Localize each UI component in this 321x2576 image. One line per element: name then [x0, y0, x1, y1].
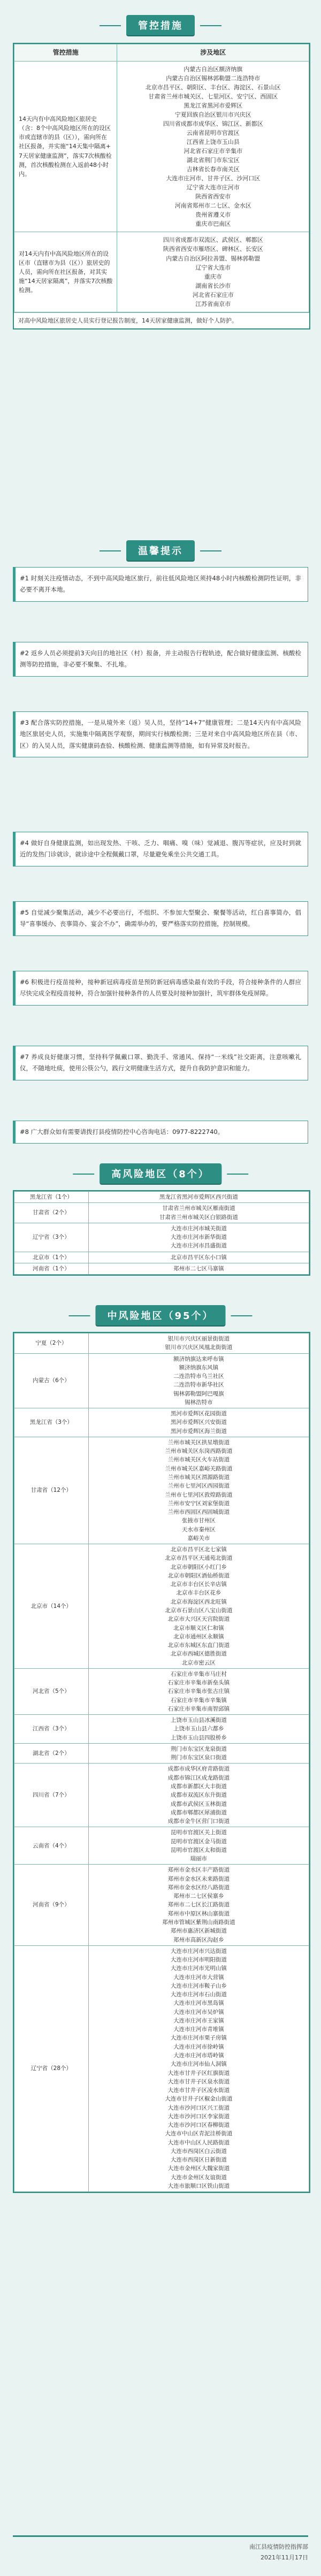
risk-area: 北京市海淀区西北旺镇	[170, 1598, 227, 1605]
risk-area: 额济纳旗东风镇	[179, 1364, 219, 1371]
control-area: 黑龙江省黑河市爱辉区	[184, 102, 243, 109]
risk-province: 黑龙江省（1个）	[14, 1192, 89, 1203]
control-area: 湖北省荆门市东宝区	[186, 157, 240, 164]
risk-province: 河南省（9个）	[14, 1865, 89, 1945]
risk-area: 大连市庄河市昌盛街道	[170, 1243, 227, 1249]
risk-area: 锡林郭勒盟阿巴嘎旗	[173, 1390, 224, 1397]
risk-row	[14, 1544, 309, 1669]
risk-area: 大连市庄河市大营镇	[173, 1974, 224, 1981]
risk-area: 石家庄市辛集市张古庄镇	[167, 1688, 230, 1695]
control-area: 吉林省长春市南关区	[186, 166, 240, 173]
footer-org: 南江县疫情防控指挥部	[249, 2543, 308, 2550]
risk-row	[14, 1743, 309, 1764]
control-area: 河北省石家庄市辛集市	[184, 148, 243, 155]
risk-area: 北京市昌平区东小口镇	[170, 1254, 227, 1261]
risk-area: 大连市沙河口区春柳街道	[167, 2122, 230, 2129]
risk-area: 大连市中山区人民路街道	[167, 2139, 230, 2146]
risk-area: 张掖市甘州区	[181, 1517, 216, 1524]
tip-item: #5 自觉减少聚集活动，减少不必要出行，不组织、不参加大型聚会、聚餐等活动，红白喜事简办，倡导“喜事缓办、丧事简办、宴会不办”，确需举办的，要严格落实防控措施，控制规模。	[13, 901, 308, 936]
risk-province: 辽宁省（28个）	[14, 1945, 89, 2191]
control-area: 内蒙古自治区额济纳旗	[184, 65, 243, 73]
tip-item: #1 时刻关注疫情动态，不到中高风险地区旅行，前往低风险地区须持48小时内核酸检测阴性证明，非必要不离开本地。	[13, 567, 308, 602]
risk-area: 大连市西岗区日新街道	[170, 2157, 227, 2164]
control-header-measure: 管控措施	[14, 44, 117, 62]
risk-area: 上饶市玉山县四股桥乡	[170, 1734, 227, 1741]
risk-province: 甘肃省（12个）	[14, 1437, 89, 1544]
risk-area: 额济纳旗达来呼布镇	[173, 1355, 224, 1362]
risk-area: 兰州市七里河区西园街道	[167, 1483, 230, 1490]
risk-row	[14, 1252, 309, 1263]
risk-area: 大连市庄河市城关街道	[170, 1225, 227, 1232]
risk-areas	[88, 1408, 309, 1437]
risk-area: 瑞丽市	[190, 1856, 208, 1862]
control-area: 河南省郑州市二七区、金水区	[174, 202, 251, 210]
risk-area: 大连市金州区大魏家街道	[167, 2165, 230, 2172]
risk-area: 北京市朝阳区酒仙桥街道	[167, 1572, 230, 1579]
risk-area: 郑州市中原区林山寨街道	[167, 1910, 230, 1917]
risk-area: 黑河市爱辉区海兰街道	[170, 1428, 227, 1435]
risk-area: 昆明市官渡区关上街道	[170, 1829, 227, 1836]
risk-province: 宁夏（2个）	[14, 1333, 89, 1354]
risk-area: 郑州市金水区经八路街道	[167, 1884, 230, 1891]
risk-row	[14, 1408, 309, 1437]
risk-area: 银川市兴庆区丽景街街道	[167, 1336, 230, 1342]
risk-area: 北京市西城区德胜街道	[170, 1651, 227, 1658]
risk-area: 荆门市东宝区龙泉街道	[170, 1745, 227, 1752]
risk-area: 成都市武侯区玉林街道	[170, 1800, 227, 1807]
risk-province: 河南省（1个）	[14, 1263, 89, 1274]
risk-area: 石家庄市辛集市南智邱镇	[167, 1705, 230, 1712]
risk-area: 黑龙江省黑河市爱辉区西兴街道	[159, 1194, 238, 1200]
risk-area: 北京市石景山区八宝山街道	[165, 1607, 233, 1614]
risk-area: 黑河市爱辉区花园街道	[170, 1410, 227, 1417]
tip-item: #6 积极进行疫苗接种，接种新冠病毒疫苗是预防新冠病毒感染最有效的手段，符合接种条件的人群应尽快完成全程疫苗接种，符合加强针接种条件的人员要及时接种加强针，筑牢群体免疫屏障。	[13, 971, 308, 1006]
risk-area: 大连市庄河市栗子房镇	[170, 2035, 227, 2042]
risk-area: 大连市庄河市兴达街道	[170, 1948, 227, 1954]
risk-area: 大连市庄河市王家镇	[173, 2017, 224, 2024]
risk-row	[14, 1764, 309, 1827]
risk-areas	[88, 1203, 309, 1223]
control-area: 河北省石家庄市	[192, 291, 234, 298]
risk-area: 大连市甘井子区椒金山街道	[165, 2096, 233, 2103]
risk-area: 郑州市管城区紫荆山南路街道	[162, 1919, 235, 1926]
risk-area: 兰州市城关区火车站街道	[167, 1456, 230, 1463]
footer-date: 2021年11月17日	[261, 2554, 308, 2561]
control-area: 内蒙古自治区阿拉善盟、锡林郭勒盟	[166, 255, 261, 262]
control-area: 四川省成都市双流区、武侯区、郫都区	[163, 236, 263, 244]
risk-area: 石家庄市辛集市辛集镇	[170, 1697, 227, 1704]
control-note: 对高中风险地区旅居史人员实行登记报告制度，14天居家健康监测，做好个人防护。	[14, 312, 309, 329]
risk-areas	[88, 1827, 309, 1865]
control-measures-table	[13, 43, 310, 329]
risk-area: 郑州市二七区长江路街道	[167, 1902, 230, 1908]
control-area: 重庆市	[204, 273, 222, 280]
risk-areas	[88, 1865, 309, 1945]
risk-area: 大连市庄河市石山街道	[170, 1991, 227, 1998]
risk-areas	[88, 1252, 309, 1263]
risk-area: 兰州市城关区东岗西路街道	[165, 1448, 233, 1455]
control-area: 辽宁省大连市	[195, 264, 231, 271]
risk-area: 兰州市城关区嘉峪关路街道	[165, 1465, 233, 1472]
risk-area: 北京市昌平区北七家镇	[170, 1546, 227, 1553]
risk-area: 北京市密云区	[181, 1659, 216, 1666]
risk-area: 大连市金州区友谊街道	[170, 2174, 227, 2181]
risk-area: 二连浩特市乌兰社区	[173, 1373, 224, 1380]
risk-area: 北京市丰台区长辛店镇	[170, 1581, 227, 1588]
risk-area: 大连市庄河市仙人洞镇	[170, 2061, 227, 2068]
risk-area: 石家庄市辛集市新垒头镇	[167, 1680, 230, 1686]
risk-area: 兰州市七里河区敦煌路街道	[165, 1491, 233, 1498]
tip-item: #7 养成良好健康习惯，坚持科学佩戴口罩、勤洗手、常通风、保持“一米线”社交距离，注意咳嗽礼仪，不随地吐痰，使用公筷公勺，践行文明健康生活方式，提升自我防护意识和能力。	[13, 1046, 308, 1080]
control-areas-cell	[117, 232, 309, 312]
risk-areas	[88, 1668, 309, 1714]
risk-area: 郑州市二七区马寨镇	[173, 1265, 224, 1272]
control-area: 内蒙古自治区锡林郭勒盟二连浩特市	[166, 74, 261, 82]
risk-province: 内蒙古（6个）	[14, 1353, 89, 1408]
risk-area: 大连市庄河市黑岛镇	[173, 2000, 224, 2007]
risk-row	[14, 1437, 309, 1544]
risk-row	[14, 1668, 309, 1714]
risk-area: 大连市庄河市塔岭镇	[173, 2052, 224, 2059]
risk-area: 北京市朝阳区小红门乡	[170, 1563, 227, 1570]
risk-areas	[88, 1263, 309, 1274]
risk-areas	[88, 1715, 309, 1744]
risk-province: 云南省（4个）	[14, 1827, 89, 1865]
risk-province: 四川省（7个）	[14, 1764, 89, 1827]
risk-area: 成都市双流区东升街道	[170, 1792, 227, 1799]
risk-areas	[88, 1437, 309, 1544]
risk-area: 北京市昌平区天通苑北街道	[165, 1555, 233, 1562]
control-header-areas: 涉及地区	[117, 44, 309, 62]
control-area: 宁夏回族自治区银川市兴庆区	[174, 111, 251, 118]
risk-province: 黑龙江省（3个）	[14, 1408, 89, 1437]
footer-divider	[13, 2535, 308, 2537]
risk-row	[14, 1945, 309, 2191]
risk-area: 成都市新都区大丰街道	[170, 1783, 227, 1790]
risk-area: 郑州市惠济区新城街道	[170, 1928, 227, 1935]
risk-row	[14, 1333, 309, 1354]
section-title-tips: 温馨提示	[126, 540, 195, 561]
risk-area: 大连市甘井子区凌水街道	[167, 2087, 230, 2094]
risk-areas	[88, 1764, 309, 1827]
risk-areas	[88, 1945, 309, 2191]
risk-area: 兰州市城关区拱星墩街道	[167, 1439, 230, 1446]
risk-areas	[88, 1192, 309, 1203]
risk-province: 辽宁省（3个）	[14, 1223, 89, 1252]
section-title-control: 管控措施	[126, 15, 195, 35]
control-area: 江苏省南京市	[195, 300, 231, 308]
risk-area: 北京市大兴区天宫院街道	[167, 1616, 230, 1623]
risk-province: 河北省（5个）	[14, 1668, 89, 1714]
control-area: 贵州省遵义市	[195, 211, 231, 219]
risk-area: 大连市庄河市新华街道	[170, 1234, 227, 1241]
risk-area: 大连市庄河市鞍子山乡	[170, 1982, 227, 1989]
risk-area: 甘肃省兰州市城关区雁南街道	[162, 1205, 235, 1212]
risk-row	[14, 1715, 309, 1744]
risk-area: 上饶市玉山县六都乡	[173, 1726, 224, 1732]
risk-area: 锡林浩特市	[185, 1399, 213, 1406]
risk-areas	[88, 1353, 309, 1408]
risk-area: 郑州市金水区未来路街道	[167, 1875, 230, 1882]
risk-area: 大连市沙河口区兴工街道	[167, 2104, 230, 2111]
risk-area: 昆明市官渡区太和街道	[170, 1846, 227, 1853]
risk-area: 二连浩特市新华社区	[173, 1382, 224, 1389]
risk-row	[14, 1865, 309, 1945]
tip-item: #2 返乡人员必须提前3天向目的地社区（村）报备，并主动报告行程轨迹，配合做好健康监测、核酸检测等防控措施，非必要不聚集、不扎堆。	[13, 642, 308, 677]
risk-row	[14, 1203, 309, 1223]
high-risk-table	[13, 1190, 310, 1276]
control-areas-cell	[117, 61, 309, 232]
risk-area: 兰州市城关区渭源路街道	[167, 1474, 230, 1481]
risk-area: 郑州市高新区沟赵乡	[173, 1936, 224, 1943]
footer	[13, 2542, 308, 2563]
control-area: 云南省昆明市官渡区	[186, 129, 240, 136]
control-area: 江西省上饶市玉山县	[186, 138, 240, 145]
risk-areas	[88, 1743, 309, 1764]
control-area: 陕西省西安市	[195, 193, 231, 201]
risk-area: 成都市金牛区营门口街道	[167, 1818, 230, 1825]
tip-item: #8 广大群众如有需要请拨打县疫情防控中心咨询电话：0977-8222740。	[13, 1121, 308, 1144]
risk-area: 大连市甘井子区泉水街道	[167, 2078, 230, 2085]
tip-item: #4 做好自身健康监测，如出现发热、干咳、乏力、咽痛、嗅（味）觉减退、腹泻等症状，应及时到就近的发热门诊就诊，就诊途中全程佩戴口罩，尽量避免乘坐公共交通工具。	[13, 832, 308, 867]
risk-area: 兰州市安宁区刘家堡街道	[167, 1500, 230, 1507]
risk-area: 大连市庄河市吴炉镇	[173, 2008, 224, 2015]
risk-province: 北京市（1个）	[14, 1252, 89, 1263]
risk-area: 大连市中山区青泥洼桥街道	[165, 2130, 233, 2137]
risk-province: 甘肃省（2个）	[14, 1203, 89, 1223]
control-area: 北京市昌平区、朝阳区、丰台区、海淀区、石景山区	[145, 83, 281, 91]
risk-area: 荆门市东宝区泉口街道	[170, 1754, 227, 1761]
risk-area: 成都市锦江区成龙路街道	[167, 1774, 230, 1781]
risk-area: 成都市成华区府青路街道	[167, 1766, 230, 1773]
risk-area: 兰州市西固区西固城街道	[167, 1509, 230, 1516]
risk-area: 北京市东城区东直门街道	[167, 1642, 230, 1649]
risk-area: 成都市郫都区犀浦街道	[170, 1809, 227, 1816]
risk-area: 大连市庄河市光明山镇	[170, 1965, 227, 1972]
risk-area: 大连市西岗区白云街道	[170, 2148, 227, 2155]
risk-area: 北京市顺义区仁和镇	[173, 1624, 224, 1631]
risk-row	[14, 1353, 309, 1408]
risk-area: 大连市甘井子区红旗街道	[167, 2069, 230, 2076]
risk-area: 大连市旅顺口区铁山街道	[167, 2182, 230, 2189]
risk-area: 郑州市金水区丰产路街道	[167, 1867, 230, 1874]
risk-province: 北京市（14个）	[14, 1544, 89, 1669]
risk-area: 昆明市官渡区金马街道	[170, 1838, 227, 1845]
risk-area: 郑州市二七区侯寨乡	[173, 1893, 224, 1900]
risk-row	[14, 1223, 309, 1252]
risk-area: 天水市秦州区	[181, 1526, 216, 1533]
control-area: 甘肃省兰州市城关区、七里河区、安宁区、西固区	[148, 93, 278, 100]
control-area: 陕西省西安市雁塔区、碑林区、长安区	[163, 246, 263, 253]
control-row	[14, 232, 309, 312]
risk-area: 银川市兴庆区凤凰北街街道	[165, 1344, 233, 1351]
section-title-high-risk: 高风险地区（8个）	[100, 1163, 221, 1184]
risk-area: 大连市沙河口区李家街道	[167, 2113, 230, 2120]
control-area: 四川省成都市成华区、锦江区、新都区	[163, 120, 263, 127]
risk-area: 北京市通州区永顺镇	[173, 1633, 224, 1640]
risk-areas	[88, 1333, 309, 1354]
risk-area: 上饶市玉山县冰溪街道	[170, 1717, 227, 1724]
risk-area: 北京市丰台区花乡	[176, 1590, 221, 1597]
risk-area: 大连市庄河市青堆镇	[173, 2026, 224, 2033]
control-measure-text: 对14天内有中高风险地区所在的设区市（直辖市为县（区））旅居史的人员，需向所在社区报备，对其实施“14天居家隔离”，并落实7次核酸检测。	[14, 232, 117, 312]
control-area: 辽宁省大连市庄河市	[186, 184, 240, 191]
risk-area: 嘉峪关市	[187, 1535, 210, 1542]
control-area: 重庆市巴南区	[195, 220, 231, 228]
control-measure-text: 14天内有中高风险地区旅居史（含：8个中高风险地区所在的设区市或直辖市的县（区）），需向所在社区报备，并实施“14天集中隔离+7天居家健康监测”，落实7次核酸检测，首次核酸检测在入返前48小时内。	[14, 61, 117, 232]
risk-row	[14, 1263, 309, 1274]
control-area: 大连市庄河市、甘井子区、沙河口区	[166, 175, 261, 182]
risk-area: 石家庄市辛集市马庄村	[170, 1670, 227, 1677]
risk-province: 湖北省（2个）	[14, 1743, 89, 1764]
risk-row	[14, 1192, 309, 1203]
risk-areas	[88, 1223, 309, 1252]
risk-province: 江西省（3个）	[14, 1715, 89, 1744]
tip-item: #3 配合落实防控措施，一是从境外来（返）吴人员，坚持“14+7”健康管理；二是14天内有中高风险地区旅居史人员，实施集中隔离医学观察，期间实行核酸检测；三是对来自中高风险地区所在县（市、区）的入吴人员，落实健康码查验、核酸检测、健康监测等措施，如有异常及时报告。	[13, 711, 308, 757]
control-area: 湖南省长沙市	[195, 282, 231, 289]
medium-risk-table	[13, 1332, 310, 2193]
risk-areas	[88, 1544, 309, 1669]
section-title-medium-risk: 中风险地区（95个）	[95, 1305, 225, 1325]
risk-area: 黑河市爱辉区兴安街道	[170, 1419, 227, 1426]
risk-area: 大连市庄河市徐岭镇	[173, 2043, 224, 2050]
risk-row	[14, 1827, 309, 1865]
risk-area: 大连市庄河市明阳街道	[170, 1957, 227, 1964]
control-row	[14, 61, 309, 232]
risk-area: 甘肃省兰州市城关区白银路街道	[159, 1214, 238, 1221]
